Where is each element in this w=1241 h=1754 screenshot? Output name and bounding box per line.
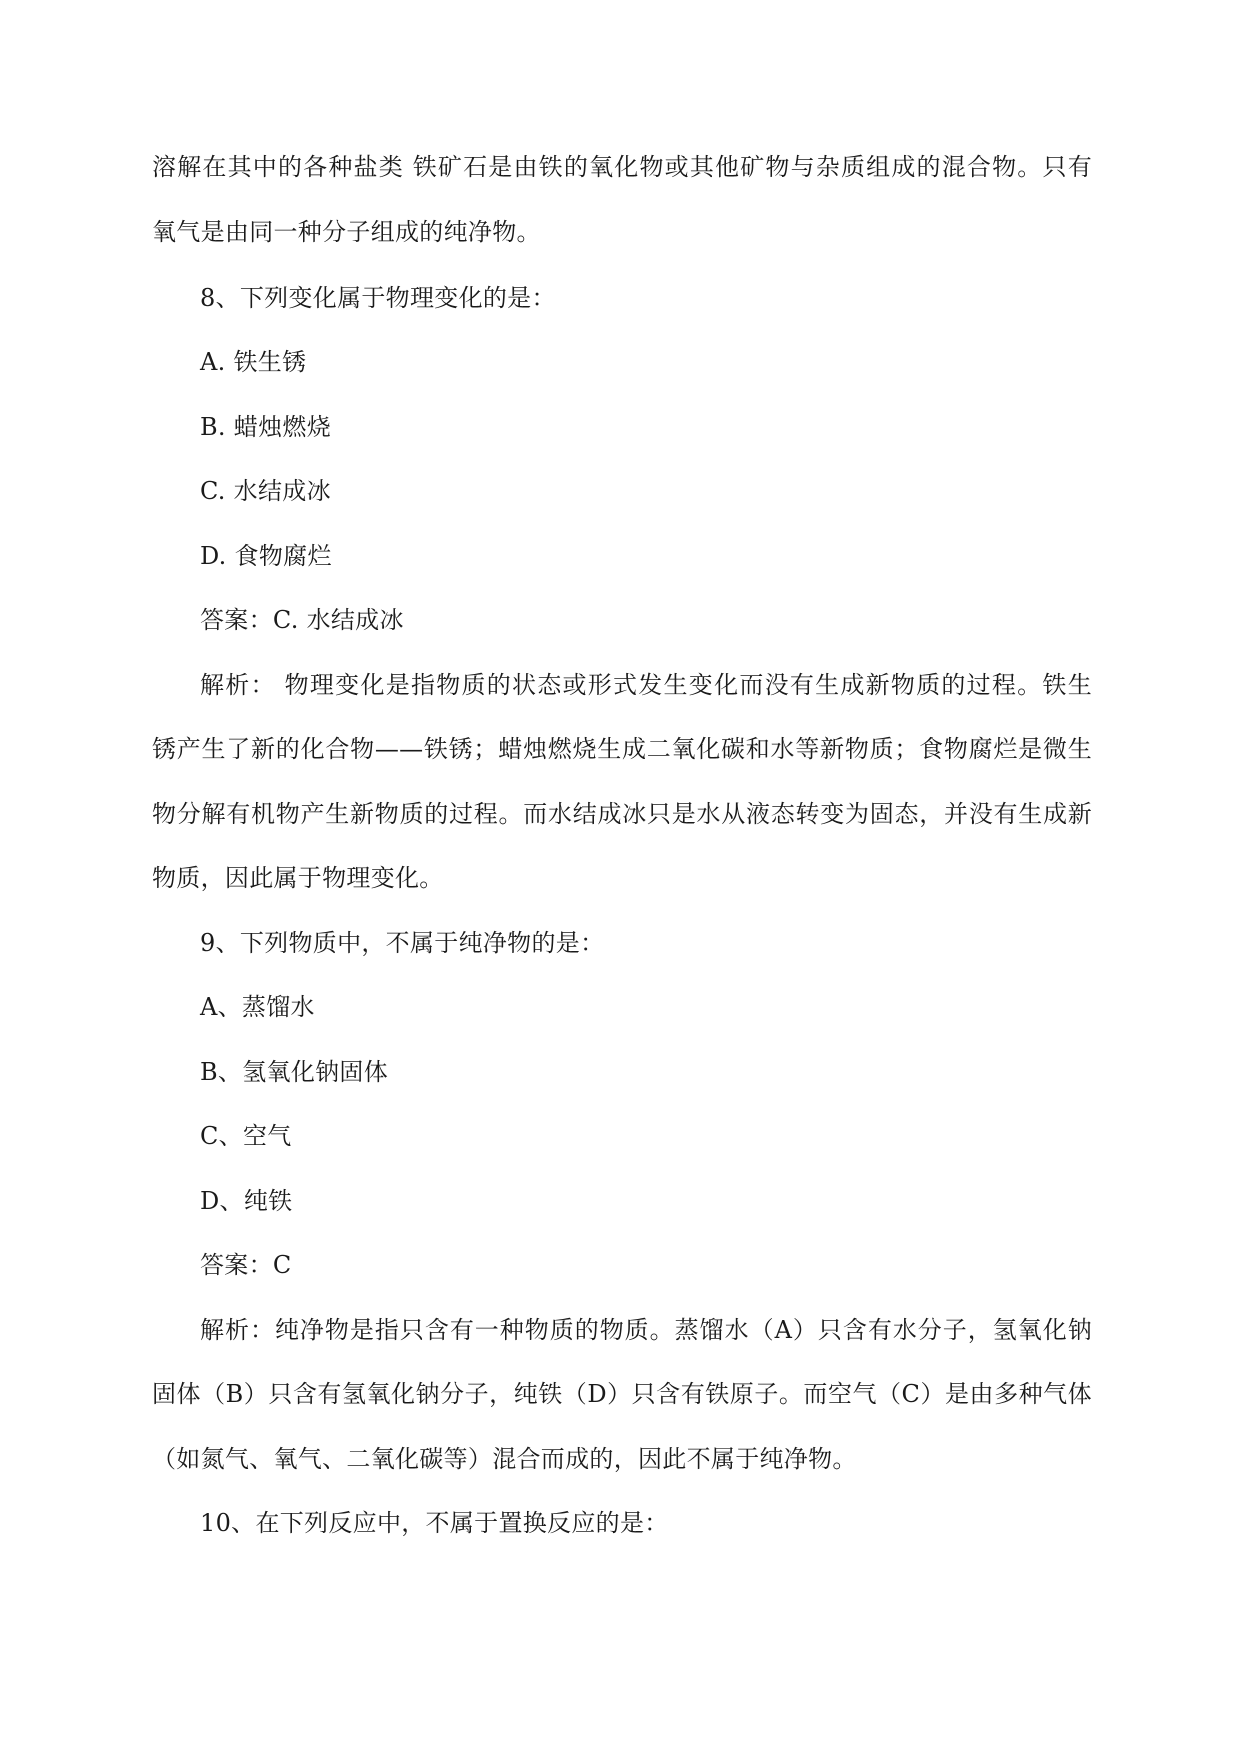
q9-option-b: B、氢氧化钠固体	[200, 1058, 389, 1086]
q8-analysis-line: 物质，因此属于物理变化。	[152, 864, 444, 892]
q8-option-c: C. 水结成冰	[200, 477, 331, 505]
q9-analysis-line: 解析：纯净物是指只含有一种物质的物质。蒸馏水（A）只含有水分子，氢氧化钠	[200, 1316, 1092, 1344]
q9-answer: 答案：C	[200, 1251, 292, 1279]
paragraph-line: 溶解在其中的各种盐类 铁矿石是由铁的氧化物或其他矿物与杂质组成的混合物。只有	[152, 153, 1092, 181]
paragraph-line: 氧气是由同一种分子组成的纯净物。	[152, 218, 541, 246]
q8-option-b: B. 蜡烛燃烧	[200, 413, 331, 441]
q8-option-a: A. 铁生锈	[200, 348, 307, 376]
question-8: 8、下列变化属于物理变化的是：	[200, 284, 556, 312]
q9-option-c: C、空气	[200, 1122, 292, 1150]
q9-analysis-line: （如氮气、氧气、二氧化碳等）混合而成的，因此不属于纯净物。	[152, 1445, 857, 1473]
q9-option-a: A、蒸馏水	[200, 993, 315, 1021]
q9-analysis-line: 固体（B）只含有氢氧化钠分子，纯铁（D）只含有铁原子。而空气（C）是由多种气体	[152, 1380, 1092, 1408]
q8-analysis-line: 锈产生了新的化合物——铁锈；蜡烛燃烧生成二氧化碳和水等新物质；食物腐烂是微生	[152, 735, 1092, 763]
question-10: 10、在下列反应中，不属于置换反应的是：	[200, 1509, 669, 1537]
q8-answer: 答案：C. 水结成冰	[200, 606, 404, 634]
q8-analysis-line: 解析： 物理变化是指物质的状态或形式发生变化而没有生成新物质的过程。铁生	[200, 671, 1092, 699]
q9-option-d: D、纯铁	[200, 1187, 293, 1215]
q8-analysis-line: 物分解有机物产生新物质的过程。而水结成冰只是水从液态转变为固态，并没有生成新	[152, 800, 1092, 828]
question-9: 9、下列物质中，不属于纯净物的是：	[200, 929, 605, 957]
q8-option-d: D. 食物腐烂	[200, 542, 332, 570]
